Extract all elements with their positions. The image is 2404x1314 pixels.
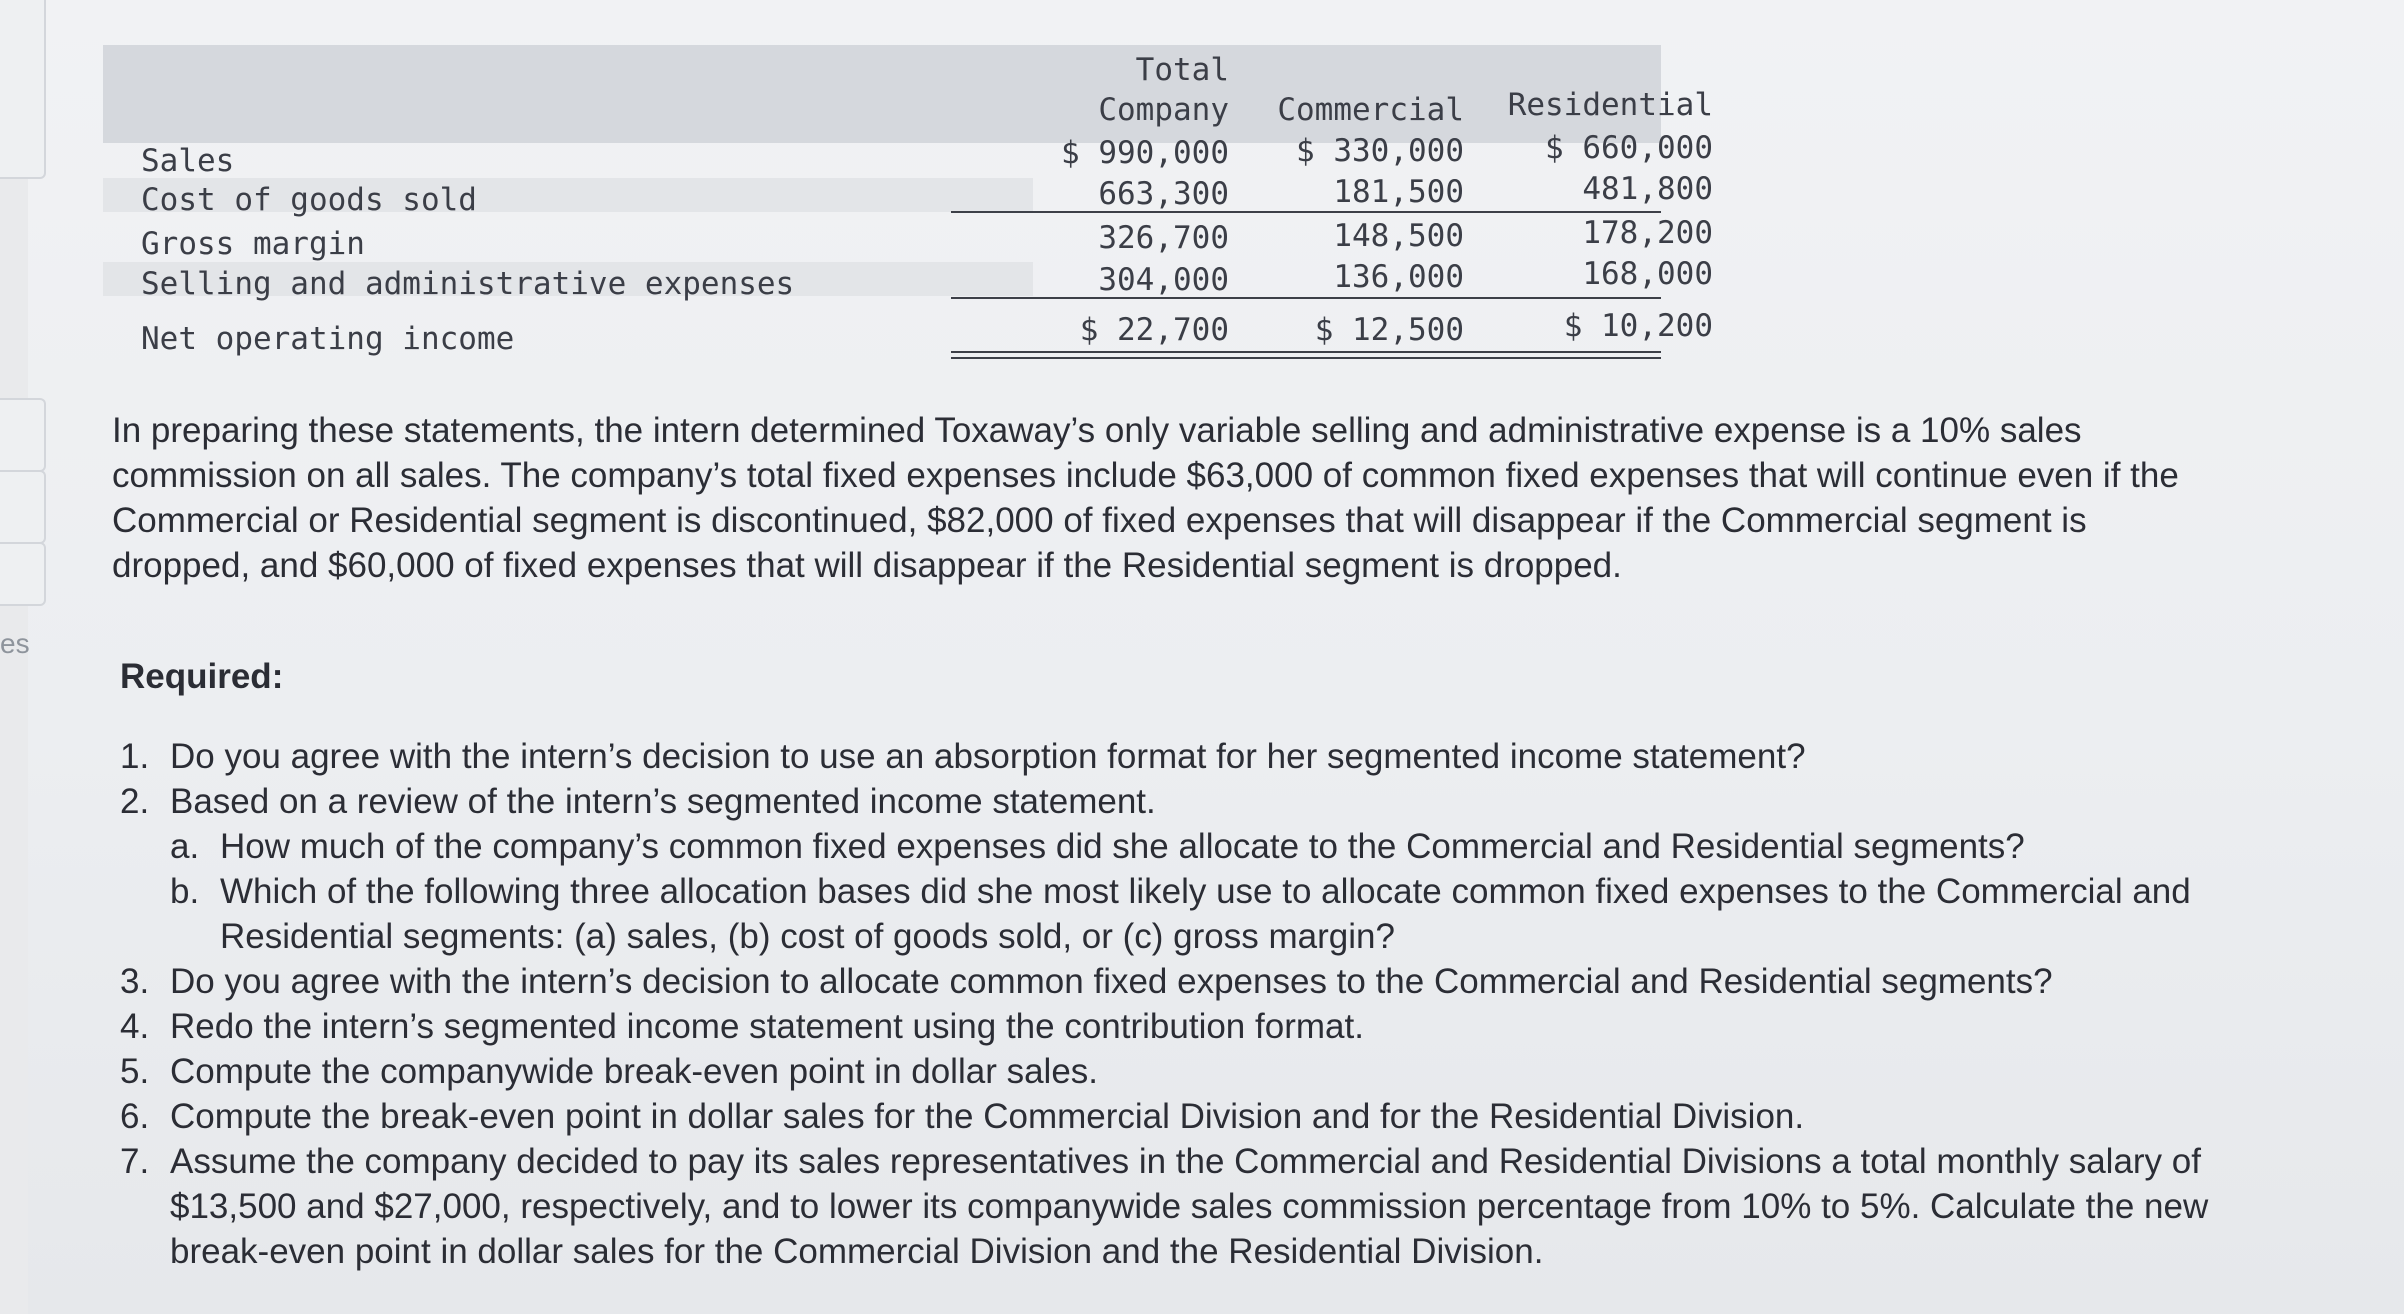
sidebar-panel xyxy=(0,0,46,179)
cell-commercial-cogs: 181,500 xyxy=(1333,174,1464,210)
item-letter: a. xyxy=(170,827,200,866)
sidebar-panel xyxy=(0,398,46,472)
list-item xyxy=(120,1004,2210,1049)
row-label-gross-margin: Gross margin xyxy=(141,226,365,262)
list-subitem xyxy=(120,824,2210,869)
item-number: 4. xyxy=(120,1007,150,1046)
sidebar-panel xyxy=(0,470,46,544)
item-text: Based on a review of the intern’s segmented income statement. xyxy=(170,782,1156,821)
cell-residential-selling-admin: 168,000 xyxy=(1582,256,1713,292)
item-letter: b. xyxy=(170,872,200,911)
subtotal-rule xyxy=(951,211,1661,213)
cell-commercial-gross-margin: 148,500 xyxy=(1333,218,1464,254)
item-text: How much of the company’s common fixed expenses did she allocate to the Commercial and Residential segments? xyxy=(220,827,2025,866)
header-commercial: Commercial xyxy=(1277,92,1464,128)
cell-residential-cogs: 481,800 xyxy=(1582,171,1713,207)
item-number: 2. xyxy=(120,782,150,821)
header-total-line2: Company xyxy=(1098,92,1229,128)
list-item xyxy=(120,1139,2210,1274)
intro-paragraph: In preparing these statements, the intern determined Toxaway’s only variable selling and administrative expense is a 10% sales commission on all sales. The company’s total fixed expenses include $63,000 of common fixed expenses that will continue even if the Commercial or Residential segment is discontinued, $82,000 of fixed expenses that will disappear if the Commercial segment is dropped, and $60,000 of fixed expenses that will disappear if the Residential segment is dropped. xyxy=(112,411,2179,585)
row-label-cogs: Cost of goods sold xyxy=(141,182,477,218)
sidebar-panel xyxy=(0,542,46,606)
header-residential: Residential xyxy=(1507,87,1713,123)
subtotal-rule xyxy=(951,297,1661,299)
row-label-selling-admin: Selling and administrative expenses xyxy=(141,266,795,302)
item-number: 5. xyxy=(120,1052,150,1091)
required-heading: Required: xyxy=(120,657,284,696)
cell-residential-net-operating-income: $ 10,200 xyxy=(1563,308,1713,344)
total-double-rule xyxy=(951,351,1661,359)
cell-total-gross-margin: 326,700 xyxy=(1098,220,1229,256)
cell-commercial-net-operating-income: $ 12,500 xyxy=(1314,312,1464,348)
row-label-sales: Sales xyxy=(141,143,235,179)
cell-total-net-operating-income: $ 22,700 xyxy=(1079,312,1229,348)
cell-total-sales: $ 990,000 xyxy=(1061,135,1229,171)
item-text: Do you agree with the intern’s decision to allocate common fixed expenses to the Commercial and Residential segments? xyxy=(170,962,2053,1001)
cell-total-cogs: 663,300 xyxy=(1098,176,1229,212)
row-label-net-operating-income: Net operating income xyxy=(141,321,515,357)
list-item xyxy=(120,1049,2210,1094)
item-number: 7. xyxy=(120,1142,150,1181)
list-item xyxy=(120,734,2210,779)
requirements-list xyxy=(120,734,2210,1274)
item-text: Which of the following three allocation bases did she most likely use to allocate common fixed expenses to the Commercial and Residential segments: (a) sales, (b) cost of goods sold, or (c) gross margin? xyxy=(220,872,2191,956)
list-subitem xyxy=(120,869,2210,959)
item-number: 3. xyxy=(120,962,150,1001)
cell-residential-sales: $ 660,000 xyxy=(1545,130,1713,166)
header-total-line1: Total xyxy=(1135,52,1229,88)
item-text: Compute the break-even point in dollar sales for the Commercial Division and for the Residential Division. xyxy=(170,1097,1805,1136)
item-number: 1. xyxy=(120,737,150,776)
list-item xyxy=(120,959,2210,1004)
cell-commercial-sales: $ 330,000 xyxy=(1296,133,1464,169)
cell-total-selling-admin: 304,000 xyxy=(1098,262,1229,298)
item-number: 6. xyxy=(120,1097,150,1136)
cell-residential-gross-margin: 178,200 xyxy=(1582,215,1713,251)
item-text: Do you agree with the intern’s decision to use an absorption format for her segmented income statement? xyxy=(170,737,1806,776)
cell-commercial-selling-admin: 136,000 xyxy=(1333,259,1464,295)
item-text: Assume the company decided to pay its sales representatives in the Commercial and Residential Divisions a total monthly salary of $13,500 and $27,000, respectively, and to lower its companywide sales commission percentage from 10% to 5%. Calculate the new break-even point in dollar sales for the Commercial Division and the Residential Division. xyxy=(170,1142,2209,1271)
item-text: Compute the companywide break-even point in dollar sales. xyxy=(170,1052,1099,1091)
segmented-income-statement xyxy=(103,45,1713,375)
list-item xyxy=(120,1094,2210,1139)
list-item xyxy=(120,779,2210,824)
sidebar-label: es xyxy=(0,628,30,659)
item-text: Redo the intern’s segmented income statement using the contribution format. xyxy=(170,1007,1364,1046)
